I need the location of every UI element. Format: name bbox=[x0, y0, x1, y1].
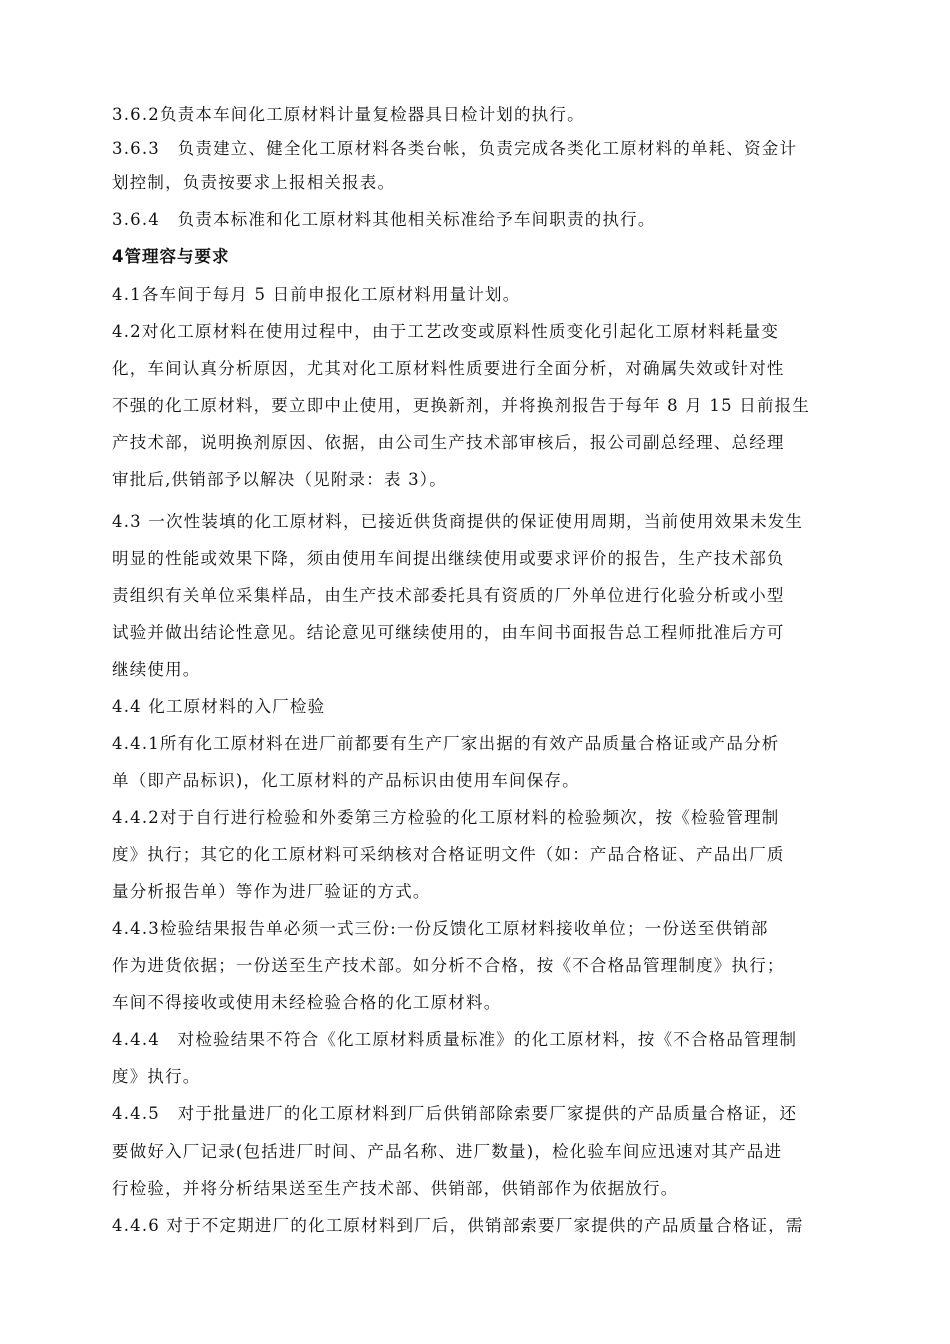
text-line: 试验并做出结论性意见。结论意见可继续使用的，由车间书面报告总工程师批准后方可 bbox=[112, 623, 785, 642]
text-line-3-6-3: 3.6.3 负责建立、健全化工原材料各类台帐，负责完成各类化工原材料的单耗、资金计 bbox=[112, 139, 798, 158]
text-line-4-4: 4.4 化工原材料的入厂检验 bbox=[112, 697, 326, 716]
text-line: 单（即产品标识)，化工原材料的产品标识由使用车间保存。 bbox=[112, 771, 580, 790]
text-line-4-4-6: 4.4.6 对于不定期进厂的化工原材料到厂后，供销部索要厂家提供的产品质量合格证，需 bbox=[112, 1216, 804, 1235]
text-line: 责组织有关单位采集样品，由生产技术部委托具有资质的厂外单位进行化验分析或小型 bbox=[112, 586, 785, 605]
text-line-4-1: 4.1各车间于每月 5 日前申报化工原材料用量计划。 bbox=[112, 285, 521, 304]
section-heading-4: 4管理容与要求 bbox=[112, 247, 230, 266]
text-line: 化，车间认真分析原因，尤其对化工原材料性质要进行全面分析，对确属失效或针对性 bbox=[112, 359, 785, 378]
text-line: 度》执行；其它的化工原材料可采纳核对合格证明文件（如：产品合格证、产品出厂质 bbox=[112, 845, 785, 864]
text-line: 产技术部，说明换剂原因、依据，由公司生产技术部审核后，报公司副总经理、总经理 bbox=[112, 433, 785, 452]
text-line-3-6-4: 3.6.4 负责本标准和化工原材料其他相关标准给予车间职责的执行。 bbox=[112, 210, 656, 229]
text-line: 要做好入厂记录(包括进厂时间、产品名称、进厂数量)，检化验车间应迅速对其产品进 bbox=[112, 1142, 783, 1161]
text-line: 量分析报告单）等作为进厂验证的方式。 bbox=[112, 882, 431, 901]
text-line-4-4-4: 4.4.4 对检验结果不符合《化工原材料质量标准》的化工原材料，按《不合格品管理制 bbox=[112, 1030, 798, 1049]
text-line: 作为进货依据；一份送至生产技术部。如分析不合格，按《不合格品管理制度》执行； bbox=[112, 956, 785, 975]
text-line: 度》执行。 bbox=[112, 1067, 201, 1086]
text-line-4-4-1: 4.4.1所有化工原材料在进厂前都要有生产厂家出据的有效产品质量合格证或产品分析 bbox=[112, 734, 780, 753]
text-line: 不强的化工原材料，要立即中止使用，更换新剂，并将换剂报告于每年 8 月 15 日前报生 bbox=[112, 396, 811, 415]
text-line: 行检验，并将分析结果送至生产技术部、供销部，供销部作为依据放行。 bbox=[112, 1179, 679, 1198]
text-line-4-3: 4.3 一次性装填的化工原材料，已接近供货商提供的保证使用周期，当前使用效果未发生 bbox=[112, 512, 804, 531]
text-line-3-6-2: 3.6.2负责本车间化工原材料计量复检器具日检计划的执行。 bbox=[112, 105, 585, 124]
text-line-4-4-2: 4.4.2对于自行进行检验和外委第三方检验的化工原材料的检验频次，按《检验管理制 bbox=[112, 808, 780, 827]
text-line-4-2: 4.2对化工原材料在使用过程中，由于工艺改变或原料性质变化引起化工原材料耗量变 bbox=[112, 322, 780, 341]
text-line: 继续使用。 bbox=[112, 660, 201, 679]
text-line-4-4-3: 4.4.3检验结果报告单必须一式三份:一份反馈化工原材料接收单位；一份送至供销部 bbox=[112, 919, 769, 938]
text-line: 明显的性能或效果下降，须由使用车间提出继续使用或要求评价的报告，生产技术部负 bbox=[112, 549, 785, 568]
text-line: 划控制，负责按要求上报相关报表。 bbox=[112, 173, 396, 192]
text-line: 审批后,供销部予以解决（见附录：表 3）。 bbox=[112, 470, 447, 489]
text-line: 车间不得接收或使用未经检验合格的化工原材料。 bbox=[112, 993, 502, 1012]
text-line-4-4-5: 4.4.5 对于批量进厂的化工原材料到厂后供销部除索要厂家提供的产品质量合格证，还 bbox=[112, 1104, 798, 1123]
